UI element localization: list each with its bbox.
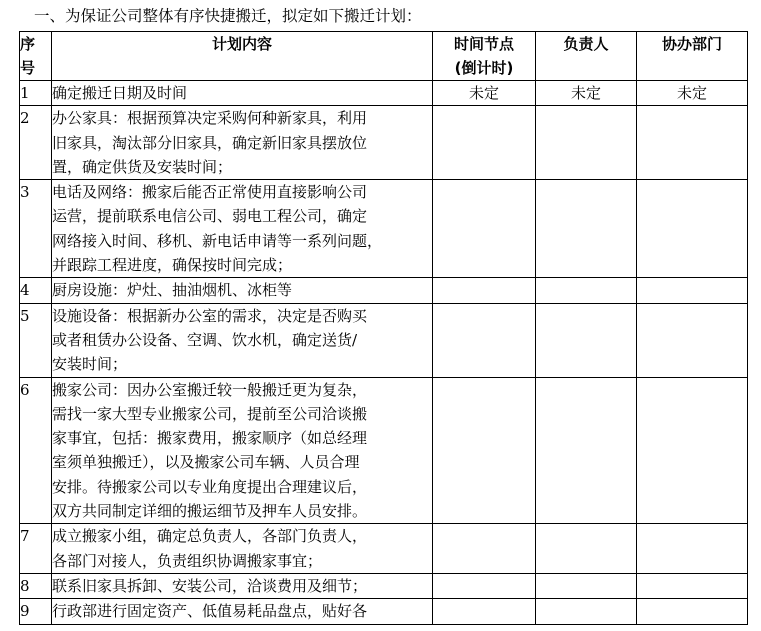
table-row <box>20 303 748 377</box>
assisting-dept-cell <box>637 106 748 180</box>
row-number: 8 <box>20 573 52 598</box>
plan-content-line: 并跟踪工程进度，确保按时间完成； <box>52 256 293 275</box>
relocation-plan-table <box>19 31 748 625</box>
row-number: 3 <box>20 180 52 278</box>
assisting-dept-cell <box>637 573 748 598</box>
plan-content-line: 安装时间； <box>52 355 128 374</box>
table-row <box>20 524 748 574</box>
row-number: 7 <box>20 524 52 574</box>
plan-content-line: 厨房设施：炉灶、抽油烟机、冰柜等 <box>52 281 293 300</box>
header-time-line2: (倒计时) <box>454 59 514 77</box>
row-number: 2 <box>20 106 52 180</box>
plan-content-cell <box>52 303 433 377</box>
plan-content-line: 安排。待搬家公司以专业角度提出合理建议后， <box>52 477 368 496</box>
header-no <box>20 32 52 81</box>
table-row <box>20 599 748 624</box>
header-content: 计划内容 <box>52 32 433 81</box>
plan-content-line: 成立搬家小组，确定总负责人，各部门负责人， <box>52 527 368 546</box>
owner-cell <box>536 599 637 624</box>
time-node-cell <box>433 599 536 624</box>
assisting-dept-cell <box>637 377 748 524</box>
owner-cell <box>536 524 637 574</box>
plan-content-line: 行政部进行固定资产、低值易耗品盘点，贴好各 <box>52 602 368 621</box>
owner-cell <box>536 573 637 598</box>
table-body <box>20 81 748 625</box>
table-row <box>20 573 748 598</box>
table-row <box>20 278 748 303</box>
owner-cell: 未定 <box>536 81 637 106</box>
table-row <box>20 180 748 278</box>
plan-content-line: 办公家具：根据预算决定采购何种新家具，利用 <box>52 109 368 128</box>
row-number: 1 <box>20 81 52 106</box>
intro-heading: 一、为保证公司整体有序快捷搬迁，拟定如下搬迁计划： <box>34 7 422 25</box>
plan-content-line: 搬家公司：因办公室搬迁较一般搬迁更为复杂， <box>52 380 368 399</box>
owner-cell <box>536 377 637 524</box>
row-number: 9 <box>20 599 52 624</box>
header-no-line2: 号 <box>20 59 36 77</box>
table-row <box>20 106 748 180</box>
time-node-cell <box>433 524 536 574</box>
assisting-dept-cell: 未定 <box>637 81 748 106</box>
plan-content-cell <box>52 599 433 624</box>
owner-cell <box>536 278 637 303</box>
plan-content-line: 设施设备：根据新办公室的需求，决定是否购买 <box>52 306 368 325</box>
plan-content-line: 确定搬迁日期及时间 <box>52 84 188 102</box>
table-header-row <box>20 32 748 81</box>
table-row <box>20 377 748 524</box>
table-row <box>20 81 748 106</box>
plan-content-line: 网络接入时间、移机、新电话申请等一系列问题， <box>52 231 383 250</box>
plan-content-line: 旧家具，淘汰部分旧家具，确定新旧家具摆放位 <box>52 133 368 152</box>
plan-content-cell <box>52 81 433 106</box>
plan-content-line: 各部门对接人，负责组织协调搬家事宜； <box>52 551 323 570</box>
time-node-cell <box>433 303 536 377</box>
row-number: 6 <box>20 377 52 524</box>
plan-content-line: 运营，提前联系电信公司、弱电工程公司，确定 <box>52 207 368 226</box>
time-node-cell <box>433 377 536 524</box>
plan-content-line: 需找一家大型专业搬家公司，提前至公司洽谈搬 <box>52 404 368 423</box>
plan-content-cell <box>52 106 433 180</box>
plan-content-cell <box>52 377 433 524</box>
assisting-dept-cell <box>637 524 748 574</box>
header-no-line1: 序 <box>20 35 36 53</box>
time-node-cell <box>433 180 536 278</box>
plan-content-line: 室须单独搬迁），以及搬家公司车辆、人员合理 <box>52 453 360 472</box>
plan-content-cell <box>52 278 433 303</box>
plan-content-cell <box>52 573 433 598</box>
plan-content-line: 电话及网络：搬家后能否正常使用直接影响公司 <box>52 183 368 202</box>
time-node-cell: 未定 <box>433 81 536 106</box>
row-number: 4 <box>20 278 52 303</box>
time-node-cell <box>433 278 536 303</box>
plan-content-line: 家事宜，包括：搬家费用，搬家顺序（如总经理 <box>52 429 368 448</box>
assisting-dept-cell <box>637 278 748 303</box>
owner-cell <box>536 106 637 180</box>
owner-cell <box>536 180 637 278</box>
assisting-dept-cell <box>637 180 748 278</box>
row-number: 5 <box>20 303 52 377</box>
plan-content-line: 或者租赁办公设备、空调、饮水机，确定送货/ <box>52 330 358 349</box>
plan-content-line: 联系旧家具拆卸、安装公司，洽谈费用及细节； <box>52 576 368 595</box>
time-node-cell <box>433 106 536 180</box>
assisting-dept-cell <box>637 303 748 377</box>
header-dept: 协办部门 <box>637 32 748 81</box>
plan-content-cell <box>52 180 433 278</box>
time-node-cell <box>433 573 536 598</box>
header-time-line1: 时间节点 <box>453 35 514 53</box>
owner-cell <box>536 303 637 377</box>
plan-content-cell <box>52 524 433 574</box>
header-time <box>433 32 536 81</box>
assisting-dept-cell <box>637 599 748 624</box>
header-owner: 负责人 <box>536 32 637 81</box>
plan-content-line: 双方共同制定详细的搬运细节及押车人员安排。 <box>52 502 368 521</box>
plan-content-line: 置，确定供货及安装时间； <box>52 157 233 176</box>
